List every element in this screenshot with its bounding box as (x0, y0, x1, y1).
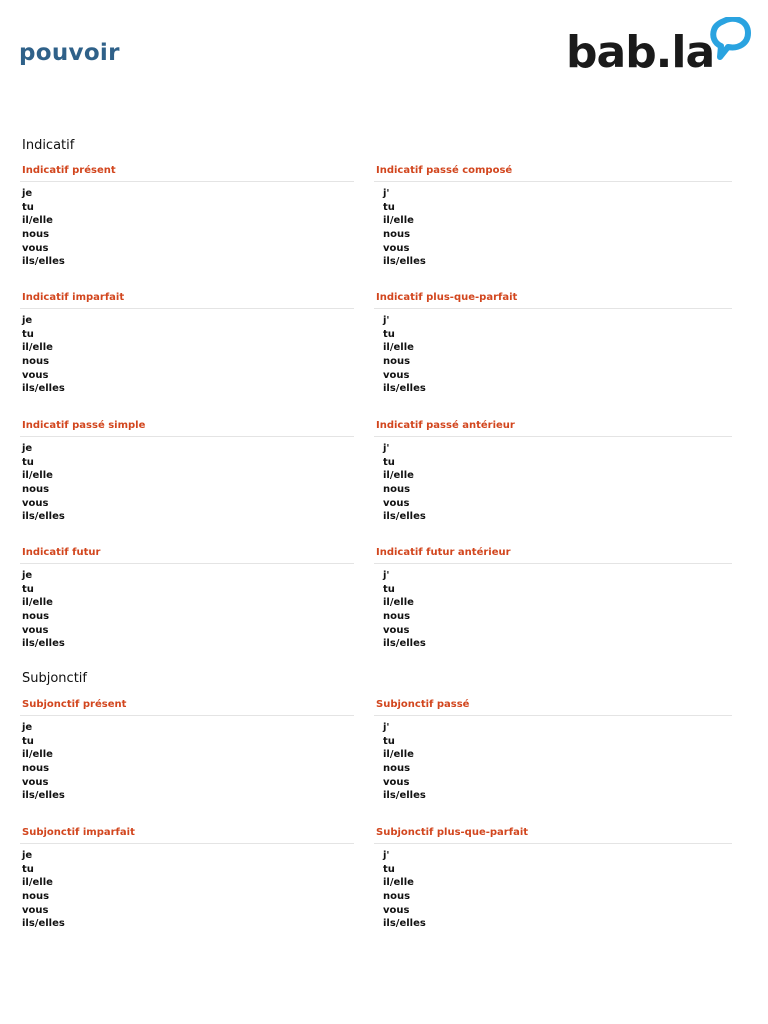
pronoun: tu (383, 863, 395, 875)
divider (374, 436, 732, 437)
pronoun: nous (22, 611, 50, 623)
pronoun: je (22, 570, 33, 581)
pronoun-list (20, 442, 354, 524)
pronoun-list (20, 314, 354, 396)
pronoun: nous (383, 229, 411, 241)
pronoun: tu (22, 583, 34, 595)
pronoun: il/elle (22, 877, 53, 889)
pronoun-list (20, 569, 354, 651)
divider (374, 181, 732, 182)
pronoun: il/elle (383, 597, 414, 609)
tense-block (374, 165, 732, 269)
pronoun: vous (22, 369, 49, 381)
speech-bubble-icon (704, 17, 752, 63)
pronoun: vous (383, 624, 410, 636)
pronoun: il/elle (383, 342, 414, 354)
pronoun: je (22, 443, 33, 454)
pronoun: vous (22, 904, 49, 916)
pronoun: tu (383, 328, 395, 340)
pronoun: vous (383, 904, 410, 916)
pronoun: vous (22, 242, 49, 254)
pronoun: il/elle (383, 470, 414, 482)
divider (20, 436, 354, 437)
pronoun: ils/elles (22, 511, 65, 523)
pronoun: j' (383, 443, 390, 454)
tense-block (20, 699, 354, 803)
divider (20, 308, 354, 309)
section-title: Indicatif (22, 138, 75, 153)
divider (20, 563, 354, 564)
pronoun: nous (383, 611, 411, 623)
pronoun: nous (22, 229, 50, 241)
pronoun: tu (383, 583, 395, 595)
divider (20, 181, 354, 182)
pronoun-list (374, 314, 732, 396)
pronoun: tu (383, 735, 395, 747)
pronoun-list (374, 442, 732, 524)
pronoun: nous (22, 484, 50, 496)
pronoun: ils/elles (383, 918, 426, 930)
pronoun: j' (383, 570, 390, 581)
pronoun-list (20, 721, 354, 803)
pronoun: il/elle (383, 877, 414, 889)
tense-title: Indicatif présent (22, 165, 116, 176)
pronoun: je (22, 850, 33, 861)
tense-block (374, 292, 732, 396)
pronoun: il/elle (22, 749, 53, 761)
pronoun: tu (383, 201, 395, 213)
tense-title: Indicatif passé simple (22, 420, 146, 431)
pronoun: tu (383, 456, 395, 468)
divider (20, 843, 354, 844)
pronoun: tu (22, 328, 34, 340)
tense-title: Indicatif passé composé (376, 165, 513, 176)
pronoun: j' (383, 722, 390, 733)
section-title: Subjonctif (22, 671, 87, 686)
tense-title: Subjonctif passé (376, 699, 470, 710)
pronoun: nous (383, 891, 411, 903)
tense-title: Subjonctif présent (22, 699, 127, 710)
tense-title: Subjonctif plus-que-parfait (376, 827, 529, 838)
tense-block (20, 547, 354, 651)
pronoun: ils/elles (22, 383, 65, 395)
tense-title: Indicatif futur (22, 547, 101, 558)
pronoun: il/elle (383, 215, 414, 227)
pronoun-list (20, 187, 354, 269)
pronoun: tu (22, 735, 34, 747)
pronoun: nous (383, 356, 411, 368)
divider (20, 715, 354, 716)
bab-la-logo[interactable] (566, 17, 756, 81)
divider (374, 843, 732, 844)
pronoun: vous (383, 242, 410, 254)
pronoun: vous (383, 369, 410, 381)
pronoun: tu (22, 863, 34, 875)
pronoun: vous (22, 776, 49, 788)
pronoun: je (22, 315, 33, 326)
pronoun: il/elle (22, 470, 53, 482)
pronoun: tu (22, 201, 34, 213)
tense-title: Subjonctif imparfait (22, 827, 135, 838)
tense-block (20, 165, 354, 269)
pronoun: tu (22, 456, 34, 468)
pronoun: nous (22, 891, 50, 903)
pronoun: vous (383, 776, 410, 788)
pronoun: ils/elles (22, 256, 65, 268)
tense-title: Indicatif passé antérieur (376, 420, 515, 431)
page-title: pouvoir (19, 40, 120, 66)
pronoun: ils/elles (383, 790, 426, 802)
divider (374, 308, 732, 309)
pronoun-list (374, 721, 732, 803)
tense-title: Indicatif futur antérieur (376, 547, 511, 558)
pronoun: il/elle (383, 749, 414, 761)
pronoun: nous (383, 763, 411, 775)
tense-block (374, 699, 732, 803)
divider (374, 563, 732, 564)
divider (374, 715, 732, 716)
pronoun-list (374, 569, 732, 651)
pronoun: vous (383, 497, 410, 509)
pronoun: il/elle (22, 597, 53, 609)
pronoun: ils/elles (383, 511, 426, 523)
tense-title: Indicatif imparfait (22, 292, 125, 303)
tense-block (374, 547, 732, 651)
logo-wordmark: bab.la (566, 27, 715, 78)
pronoun: ils/elles (383, 256, 426, 268)
pronoun: vous (22, 497, 49, 509)
tense-title: Indicatif plus-que-parfait (376, 292, 518, 303)
pronoun: ils/elles (383, 383, 426, 395)
pronoun: il/elle (22, 215, 53, 227)
pronoun: ils/elles (383, 638, 426, 650)
pronoun: nous (22, 763, 50, 775)
pronoun: j' (383, 850, 390, 861)
pronoun: j' (383, 315, 390, 326)
pronoun: ils/elles (22, 918, 65, 930)
pronoun: vous (22, 624, 49, 636)
tense-block (20, 420, 354, 524)
pronoun: je (22, 722, 33, 733)
pronoun: ils/elles (22, 638, 65, 650)
pronoun: nous (22, 356, 50, 368)
pronoun-list (374, 849, 732, 931)
tense-block (20, 292, 354, 396)
pronoun: je (22, 188, 33, 199)
pronoun-list (20, 849, 354, 931)
pronoun: j' (383, 188, 390, 199)
tense-block (374, 827, 732, 931)
pronoun: nous (383, 484, 411, 496)
pronoun-list (374, 187, 732, 269)
tense-block (20, 827, 354, 931)
pronoun: il/elle (22, 342, 53, 354)
tense-block (374, 420, 732, 524)
pronoun: ils/elles (22, 790, 65, 802)
